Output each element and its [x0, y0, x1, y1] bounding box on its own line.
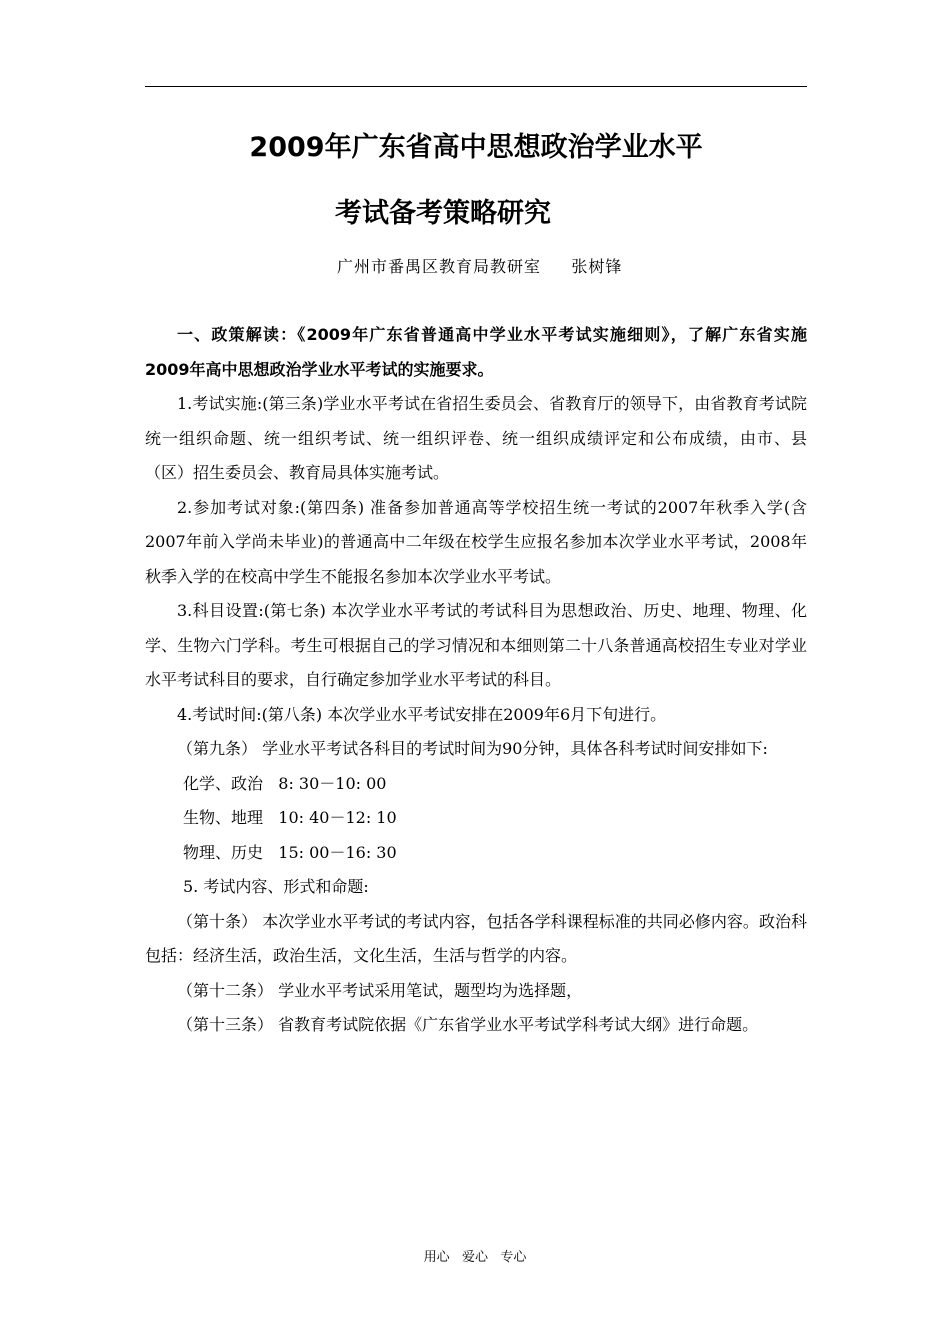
header-rule	[145, 86, 807, 87]
paragraph-article-12: （第十二条） 学业水平考试采用笔试，题型均为选择题，	[177, 980, 583, 1000]
paragraph-exam-implementation: 1.考试实施:(第三条)学业水平考试在省招生委员会、省教育厅的领导下，由省教育考试院统一组织命题、统一组织考试、统一组织评卷、统一组织成绩评定和公布成绩，由市、县（区）招生委员会、教育局具体实施考试。	[145, 394, 807, 482]
document-body	[145, 318, 807, 1043]
paragraph-exam-participants: 2.参加考试对象:(第四条) 准备参加普通高等学校招生统一考试的2007年秋季入学(含2007年前入学尚未毕业)的普通高中二年级在校学生应报名参加本次学业水平考试，2008年秋季入学的在校高中学生不能报名参加本次学业水平考试。	[145, 497, 807, 586]
author-line: 广州市番禺区教育局教研室 张树锋	[337, 257, 623, 276]
page-footer: 用心 爱心 专心	[423, 1250, 527, 1265]
schedule-row: 物理、历史 15: 00－16: 30	[183, 842, 397, 862]
paragraph-exam-time: 4.考试时间:(第八条) 本次学业水平考试安排在2009年6月下旬进行。	[177, 704, 667, 724]
title-line-2: 考试备考策略研究	[335, 198, 551, 229]
schedule-row: 生物、地理 10: 40－12: 10	[183, 808, 397, 827]
section-heading: 一、政策解读：《2009年广东省普通高中学业水平考试实施细则》，了解广东省实施2009年高中思想政治学业水平考试的实施要求。	[145, 325, 807, 379]
paragraph-article-13: （第十三条） 省教育考试院依据《广东省学业水平考试学科考试大纲》进行命题。	[177, 1015, 759, 1034]
paragraph-subjects: 3.科目设置:(第七条) 本次学业水平考试的考试科目为思想政治、历史、地理、物理、化学、生物六门学科。考生可根据自己的学习情况和本细则第二十八条普通高校招生专业对学业水平考试科目的要求，自行确定参加学业水平考试的科目。	[145, 601, 807, 689]
paragraph-article-10: （第十条） 本次学业水平考试的考试内容，包括各学科课程标准的共同必修内容。政治科包括：经济生活，政治生活，文化生活，生活与哲学的内容。	[145, 911, 807, 965]
title-line-1: 2009年广东省高中思想政治学业水平	[249, 132, 703, 163]
paragraph-article-9: （第九条） 学业水平考试各科目的考试时间为90分钟，具体各科考试时间安排如下:	[177, 739, 768, 758]
schedule-row: 化学、政治 8: 30－10: 00	[183, 773, 387, 793]
paragraph-content-form: 5. 考试内容、形式和命题:	[183, 877, 369, 896]
